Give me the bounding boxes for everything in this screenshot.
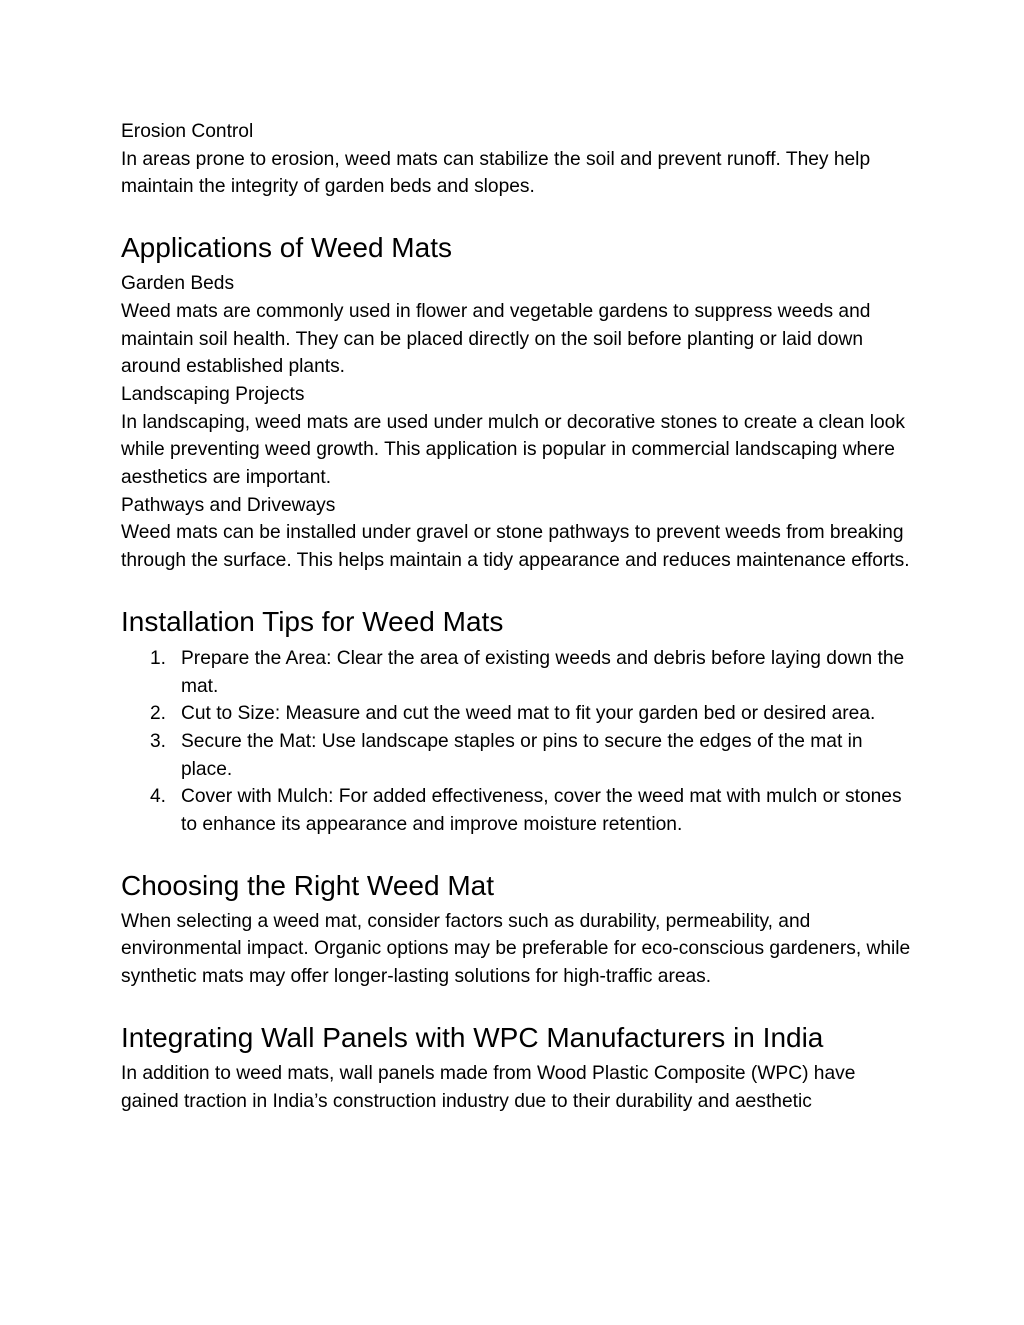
list-item [121,700,911,728]
landscaping-projects-title: Landscaping Projects [121,383,305,405]
list-item [121,783,911,838]
installation-heading: Installation Tips for Weed Mats [121,605,504,637]
pathways-driveways-title: Pathways and Driveways [121,494,336,516]
erosion-control-title: Erosion Control [121,121,254,142]
garden-beds-title: Garden Beds [121,273,235,295]
list-item-number: 3. [150,730,167,752]
applications-heading: Applications of Weed Mats [121,232,452,264]
list-item-number: 2. [150,703,167,725]
list-item-text: Secure the Mat: Use landscape staples or pins to secure the edges of the mat in place. [181,730,863,780]
integrating-text: In addition to weed mats, wall panels made from Wood Plastic Composite (WPC) have gained traction in India’s construction industry due to their durability and aesthetic [121,1062,856,1112]
list-item-number: 4. [150,786,167,808]
garden-beds-text: Weed mats are commonly used in flower and vegetable gardens to suppress weeds and maintain soil health. They can be placed directly on the soil before planting or laid down around established plants. [121,300,871,378]
installation-steps-list [121,645,911,839]
list-item-text: Cut to Size: Measure and cut the weed mat to fit your garden bed or desired area. [181,703,876,725]
list-item [121,728,911,783]
list-item-text: Cover with Mulch: For added effectiveness, cover the weed mat with mulch or stones to enhance its appearance and improve moisture retention. [181,786,902,836]
integrating-heading: Integrating Wall Panels with WPC Manufacturers in India [121,1021,824,1053]
choosing-heading: Choosing the Right Weed Mat [121,869,495,901]
landscaping-projects-text: In landscaping, weed mats are used under mulch or decorative stones to create a clean look while preventing weed growth. This application is popular in commercial landscaping where aesthetics are important. [121,411,905,489]
list-item [121,645,911,700]
choosing-text: When selecting a weed mat, consider factors such as durability, permeability, and environmental impact. Organic options may be preferable for eco-conscious gardeners, while synthetic mats may offer longer-lasting solutions for high-traffic areas. [121,910,911,988]
erosion-control-text: In areas prone to erosion, weed mats can stabilize the soil and prevent runoff. They help maintain the integrity of garden beds and slopes. [121,148,871,198]
list-item-text: Prepare the Area: Clear the area of existing weeds and debris before laying down the mat. [181,647,905,697]
document-page [121,118,911,1115]
list-item-number: 1. [150,647,167,669]
pathways-driveways-text: Weed mats can be installed under gravel or stone pathways to prevent weeds from breaking through the surface. This helps maintain a tidy appearance and reduces maintenance efforts. [121,522,910,572]
